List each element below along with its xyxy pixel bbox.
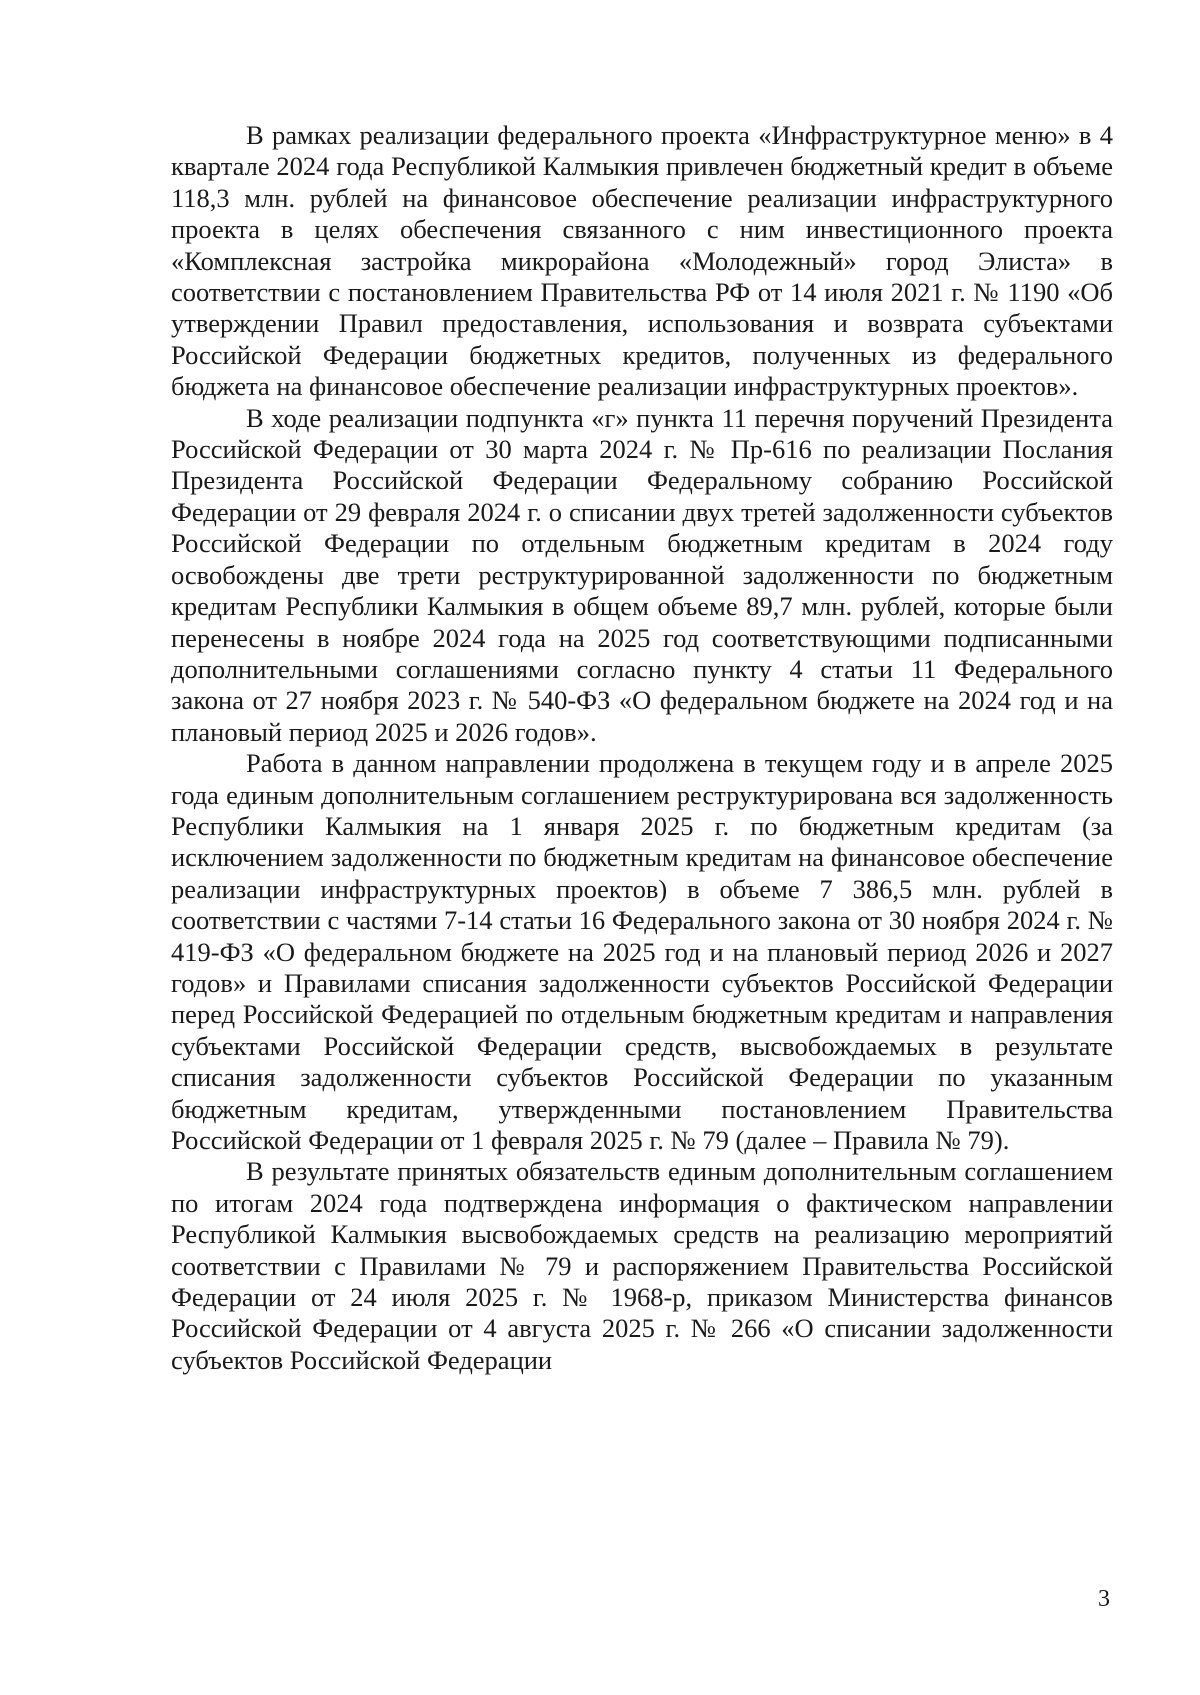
paragraph-infrastructure-menu: В рамках реализации федерального проекта «Инфраструктурное меню» в 4 квартале 2024 года Республикой Калмыкия привлечен бюджетный кредит в объеме 118,3 млн. рублей на финансовое обеспечение реализации инфраструктурного проекта в целях обеспечения связанного с ним инвестиционного проекта «Комплексная застройка микрорайона «Молодежный» город Элиста» в соответствии с постановлением Правительства РФ от 14 июля 2021 г. № 1190 «Об утверждении Правил предоставления, использования и возврата субъектами Российской Федерации бюджетных кредитов, полученных из федерального бюджета на финансовое обеспечение реализации инфраструктурных проектов». — [171, 120, 1113, 402]
paragraph-obligations-results: В результате принятых обязательств единым дополнительным соглашением по итогам 2024 года подтверждена информация о фактическом направлении Республикой Калмыкия высвобождаемых средств на реализацию мероприятий соответствии с Правилами № 79 и распоряжением Правительства Российской Федерации от 24 июля 2025 г. № 1968-р, приказом Министерства финансов Российской Федерации от 4 августа 2025 г. № 266 «О списании задолженности субъектов Российской Федерации — [171, 1156, 1113, 1375]
document-body — [171, 120, 1113, 1376]
paragraph-restructuring-2025: Работа в данном направлении продолжена в текущем году и в апреле 2025 года единым дополнительным соглашением реструктурирована вся задолженность Республики Калмыкия на 1 января 2025 г. по бюджетным кредитам (за исключением задолженности по бюджетным кредитам на финансовое обеспечение реализации инфраструктурных проектов) в объеме 7 386,5 млн. рублей в соответствии с частями 7-14 статьи 16 Федерального закона от 30 ноября 2024 г. № 419-ФЗ «О федеральном бюджете на 2025 год и на плановый период 2026 и 2027 годов» и Правилами списания задолженности субъектов Российской Федерации перед Российской Федерацией по отдельным бюджетным кредитам и направления субъектами Российской Федерации средств, высвобождаемых в результате списания задолженности субъектов Российской Федерации по указанным бюджетным кредитам, утвержденными постановлением Правительства Российской Федерации от 1 февраля 2025 г. № 79 (далее – Правила № 79). — [171, 748, 1113, 1155]
paragraph-debt-write-off-2024: В ходе реализации подпункта «г» пункта 11 перечня поручений Президента Российской Федерации от 30 марта 2024 г. № Пр-616 по реализации Послания Президента Российской Федерации Федеральному собранию Российской Федерации от 29 февраля 2024 г. о списании двух третей задолженности субъектов Российской Федерации по отдельным бюджетным кредитам в 2024 году освобождены две трети реструктурированной задолженности по бюджетным кредитам Республики Калмыкия в общем объеме 89,7 млн. рублей, которые были перенесены в ноябре 2024 года на 2025 год соответствующими подписанными дополнительными соглашениями согласно пункту 4 статьи 11 Федерального закона от 27 ноября 2023 г. № 540-ФЗ «О федеральном бюджете на 2024 год и на плановый период 2025 и 2026 годов». — [171, 402, 1113, 747]
page-number: 3 — [1098, 1586, 1110, 1612]
